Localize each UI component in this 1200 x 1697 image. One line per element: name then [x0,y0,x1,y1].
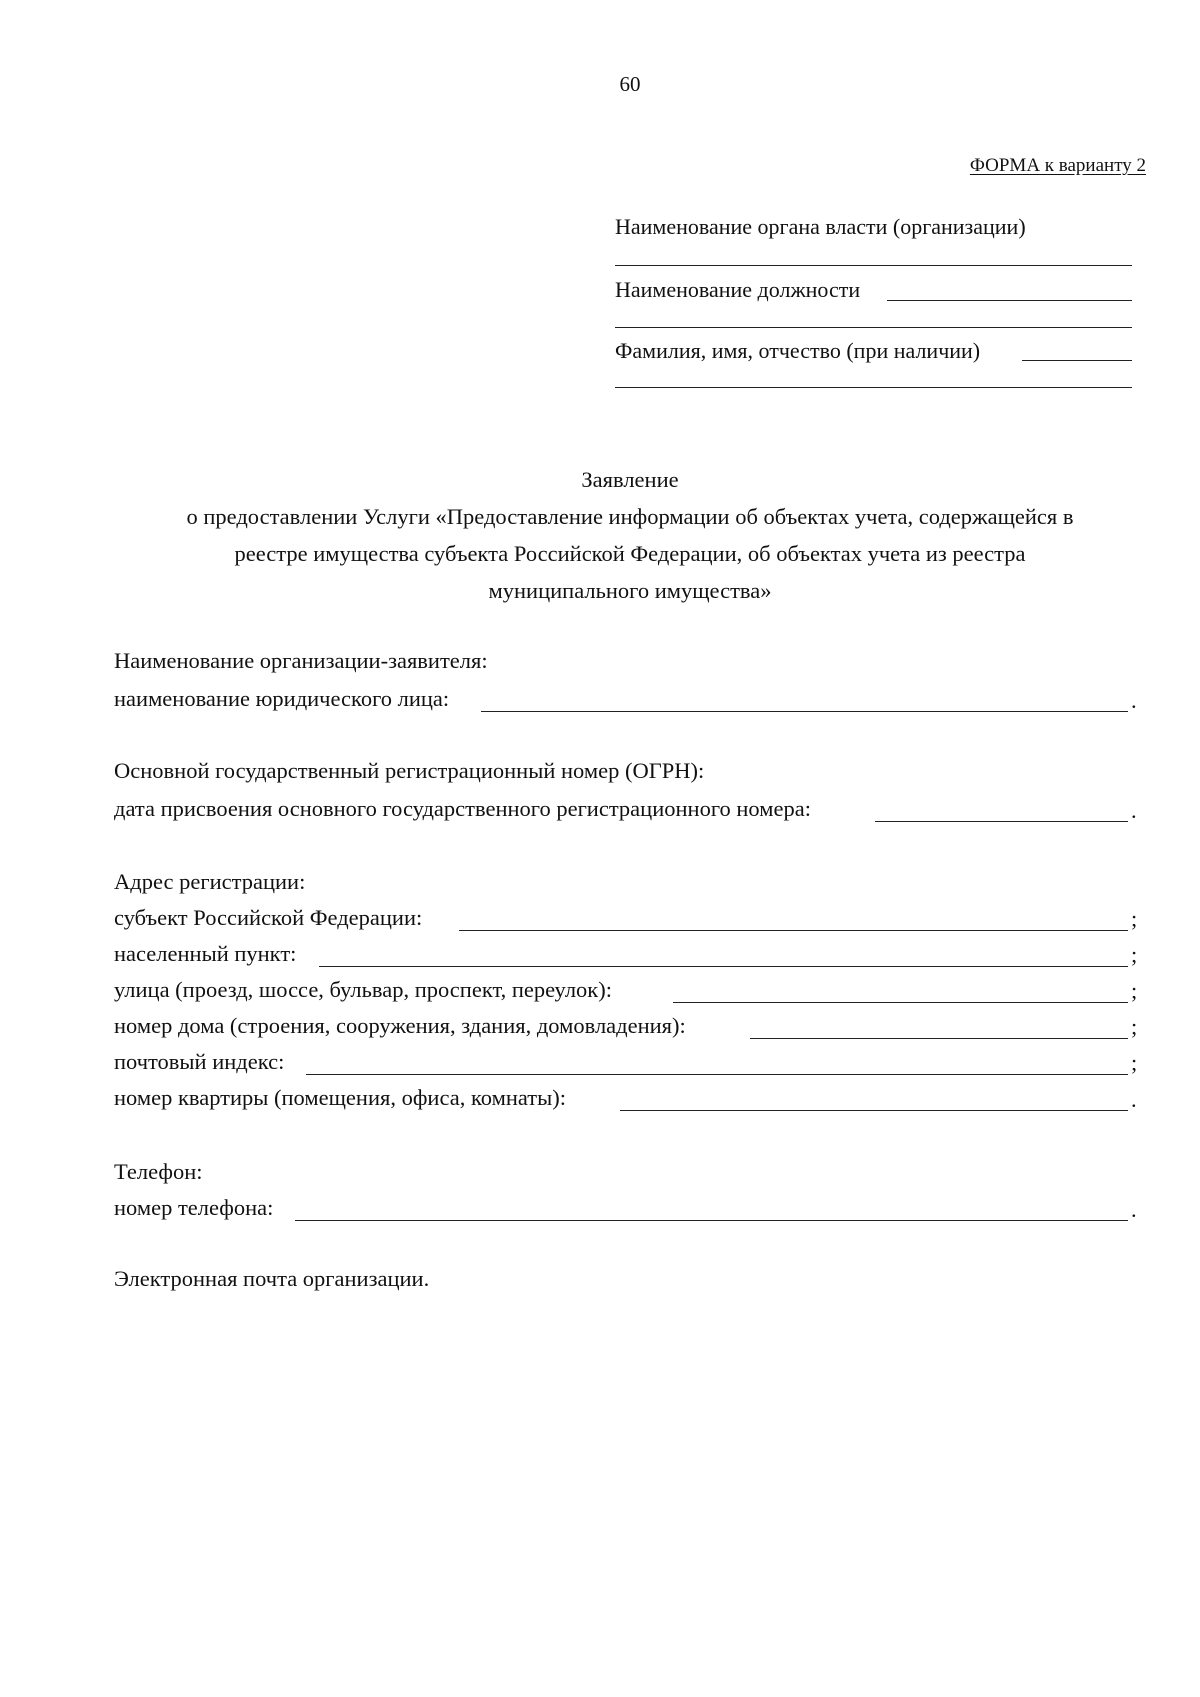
address-field-end: ; [1131,978,1138,1003]
address-field-label: населенный пункт: [114,941,297,966]
address-field-line[interactable] [620,1110,1128,1111]
legal-name-end: . [1131,688,1137,713]
address-field-label: субъект Российской Федерации: [114,905,423,930]
full-name-line-1[interactable] [1022,360,1132,361]
address-field-line[interactable] [306,1074,1128,1075]
position-line-2[interactable] [615,327,1132,328]
phone-number-line[interactable] [295,1220,1128,1221]
address-field-label: номер квартиры (помещения, офиса, комнаты): [114,1085,566,1110]
authority-name-line-1[interactable] [615,265,1132,266]
ogrn-date-line[interactable] [875,821,1128,822]
full-name-line-2[interactable] [615,387,1132,388]
ogrn-date-label: дата присвоения основного государственного регистрационного номера: [114,796,811,821]
address-field-end: ; [1131,906,1138,931]
organization-section-label: Наименование организации-заявителя: [114,648,488,673]
title-line-3: муниципального имущества» [488,578,772,603]
email-section-label: Электронная почта организации. [114,1266,430,1291]
address-field-end: ; [1131,1014,1138,1039]
address-field-label: номер дома (строения, сооружения, здания, домовладения): [114,1013,686,1038]
address-field-line[interactable] [750,1038,1128,1039]
page-number: 60 [619,72,641,96]
title-heading: Заявление [581,467,679,492]
ogrn-section-label: Основной государственный регистрационный номер (ОГРН): [114,758,705,783]
title-line-2: реестре имущества субъекта Российской Федерации, об объектах учета из реестра [234,541,1026,566]
ogrn-date-end: . [1131,798,1137,823]
address-field-line[interactable] [673,1002,1128,1003]
title-line-1: о предоставлении Услуги «Предоставление информации об объектах учета, содержащейся в [186,504,1074,529]
address-field-end: . [1131,1087,1137,1112]
legal-name-label: наименование юридического лица: [114,686,450,711]
address-field-line[interactable] [319,966,1128,967]
phone-section-label: Телефон: [114,1159,203,1184]
address-field-line[interactable] [459,930,1128,931]
address-field-label: почтовый индекс: [114,1049,285,1074]
form-label: ФОРМА к варианту 2 [969,155,1146,176]
full-name-label: Фамилия, имя, отчество (при наличии) [615,338,981,363]
legal-name-line[interactable] [481,711,1128,712]
address-field-label: улица (проезд, шоссе, бульвар, проспект, переулок): [114,977,612,1002]
position-line-1[interactable] [887,300,1132,301]
address-field-end: ; [1131,942,1138,967]
phone-number-label: номер телефона: [114,1195,274,1220]
authority-name-label: Наименование органа власти (организации) [615,214,1026,239]
position-label: Наименование должности [615,277,861,302]
phone-number-end: . [1131,1197,1137,1222]
address-section-label: Адрес регистрации: [114,869,306,894]
address-field-end: ; [1131,1050,1138,1075]
